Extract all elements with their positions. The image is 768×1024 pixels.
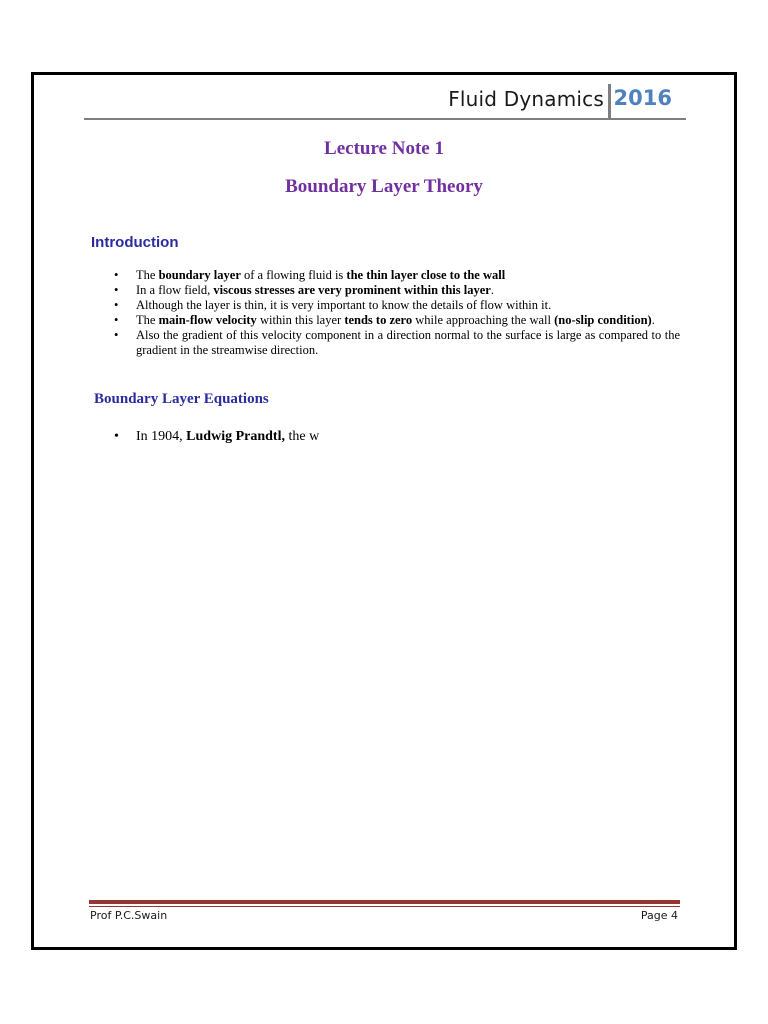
bold-text-run: (no-slip condition) — [554, 313, 652, 327]
list-item — [110, 428, 680, 446]
list-item — [110, 313, 680, 328]
header-divider — [608, 84, 611, 118]
header-title: Fluid Dynamics — [448, 87, 604, 111]
page-title: Boundary Layer Theory — [285, 176, 483, 197]
bold-text-run: boundary layer — [158, 268, 241, 282]
bold-text-run: tends to zero — [344, 313, 413, 327]
text-run: while approaching the wall — [412, 313, 555, 327]
bold-text-run: the thin layer close to the wall — [346, 268, 506, 282]
footer-page-number: Page 4 — [640, 909, 678, 922]
text-run: of a flowing fluid is — [240, 268, 347, 282]
equations-bullet-list — [110, 428, 680, 446]
list-item — [110, 298, 680, 313]
bold-text-run: viscous stresses are very prominent within this layer — [213, 283, 491, 297]
list-item — [110, 328, 680, 358]
text-run: The — [136, 313, 159, 327]
text-run: . — [490, 283, 494, 297]
list-item — [110, 268, 680, 283]
list-item — [110, 283, 680, 298]
header-year: 2016 — [613, 86, 672, 110]
page-border — [31, 72, 737, 950]
text-run: The — [136, 268, 159, 282]
introduction-heading: Introduction — [91, 234, 179, 251]
footer-rule-thick — [89, 900, 680, 904]
bold-text-run: main-flow velocity — [158, 313, 257, 327]
text-run: . — [651, 313, 655, 327]
text-run: Although the layer is thin, it is very important to know the details of flow within it. — [136, 298, 552, 312]
text-run: Also the gradient of this velocity component in a direction normal to the surface is large as compared to the gradient in the streamwise direction. — [136, 328, 680, 357]
introduction-bullet-list — [110, 268, 680, 358]
lecture-note-label: Lecture Note 1 — [324, 138, 444, 159]
equations-heading: Boundary Layer Equations — [94, 391, 269, 407]
text-run: In a flow field, — [136, 283, 214, 297]
text-run: within this layer — [256, 313, 345, 327]
text-run: In 1904, — [136, 429, 187, 444]
footer-author: Prof P.C.Swain — [90, 909, 168, 922]
footer-rule-thin — [89, 906, 680, 907]
bold-text-run: Ludwig Prandtl, — [186, 429, 285, 444]
page-header — [84, 84, 686, 120]
header-rule — [84, 118, 686, 120]
text-run: the w — [284, 429, 320, 444]
